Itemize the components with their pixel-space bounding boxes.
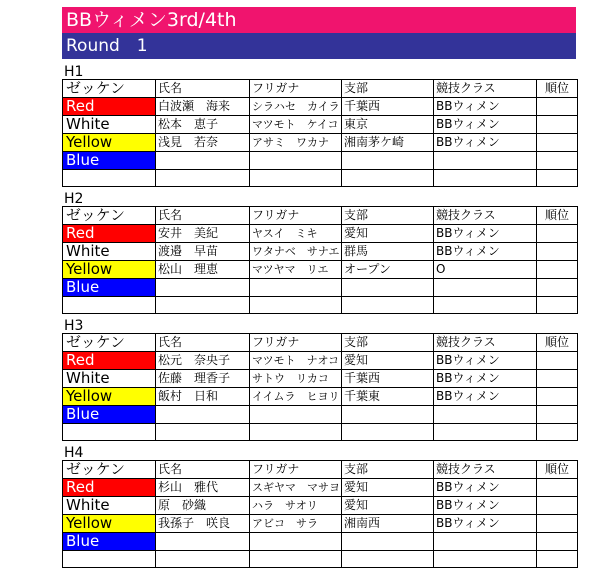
table-row bbox=[63, 479, 578, 497]
column-header-bib: ゼッケン bbox=[63, 207, 156, 225]
cell-rank[interactable] bbox=[537, 533, 578, 551]
table-row bbox=[63, 225, 578, 243]
column-header-rank: 順位 bbox=[537, 80, 578, 98]
table-row bbox=[63, 533, 578, 551]
column-header-rank: 順位 bbox=[537, 461, 578, 479]
cell-class: BBウィメン bbox=[434, 515, 537, 533]
column-header-rank: 順位 bbox=[537, 207, 578, 225]
cell-empty bbox=[434, 297, 537, 314]
cell-rank[interactable] bbox=[537, 116, 578, 134]
heat-label: H2 bbox=[64, 191, 84, 207]
cell-empty bbox=[537, 170, 578, 187]
cell-branch: 愛知 bbox=[342, 479, 434, 497]
column-header-kana: フリガナ bbox=[250, 80, 342, 98]
table-row bbox=[63, 261, 578, 279]
column-header-name: 氏名 bbox=[156, 461, 250, 479]
cell-name: 安井 美紀 bbox=[156, 225, 250, 243]
cell-name: 松元 奈央子 bbox=[156, 352, 250, 370]
column-header-kana: フリガナ bbox=[250, 461, 342, 479]
cell-empty bbox=[156, 170, 250, 187]
cell-bib: Red bbox=[63, 479, 156, 497]
heat-table bbox=[62, 333, 578, 441]
cell-bib: Red bbox=[63, 352, 156, 370]
cell-branch: 愛知 bbox=[342, 225, 434, 243]
cell-kana: サトウ リカコ bbox=[250, 370, 342, 388]
cell-kana: スギヤマ マサヨ bbox=[250, 479, 342, 497]
cell-rank[interactable] bbox=[537, 406, 578, 424]
cell-empty bbox=[537, 297, 578, 314]
cell-bib: Red bbox=[63, 98, 156, 116]
column-header-kana: フリガナ bbox=[250, 207, 342, 225]
cell-empty bbox=[63, 297, 156, 314]
cell-rank[interactable] bbox=[537, 225, 578, 243]
column-header-bib: ゼッケン bbox=[63, 334, 156, 352]
cell-class bbox=[434, 279, 537, 297]
cell-empty bbox=[156, 297, 250, 314]
cell-name: 渡邉 早苗 bbox=[156, 243, 250, 261]
cell-kana: アサミ ワカナ bbox=[250, 134, 342, 152]
cell-rank[interactable] bbox=[537, 134, 578, 152]
header-row bbox=[63, 334, 578, 352]
cell-empty bbox=[63, 551, 156, 568]
cell-rank[interactable] bbox=[537, 370, 578, 388]
column-header-class: 競技クラス bbox=[434, 80, 537, 98]
cell-bib: White bbox=[63, 370, 156, 388]
cell-name: 我孫子 咲良 bbox=[156, 515, 250, 533]
cell-class: BBウィメン bbox=[434, 243, 537, 261]
cell-branch bbox=[342, 152, 434, 170]
cell-class: BBウィメン bbox=[434, 497, 537, 515]
cell-bib: Blue bbox=[63, 279, 156, 297]
table-row bbox=[63, 116, 578, 134]
cell-empty bbox=[434, 424, 537, 441]
table-row-empty bbox=[63, 424, 578, 441]
column-header-class: 競技クラス bbox=[434, 207, 537, 225]
cell-empty bbox=[250, 424, 342, 441]
table-row bbox=[63, 497, 578, 515]
cell-branch: 千葉西 bbox=[342, 98, 434, 116]
cell-bib: Blue bbox=[63, 152, 156, 170]
cell-rank[interactable] bbox=[537, 388, 578, 406]
cell-kana: ハラ サオリ bbox=[250, 497, 342, 515]
header-row bbox=[63, 80, 578, 98]
column-header-branch: 支部 bbox=[342, 80, 434, 98]
cell-bib: Blue bbox=[63, 406, 156, 424]
cell-name: 松本 恵子 bbox=[156, 116, 250, 134]
cell-branch: 東京 bbox=[342, 116, 434, 134]
cell-class: BBウィメン bbox=[434, 134, 537, 152]
cell-bib: Yellow bbox=[63, 261, 156, 279]
cell-kana: マツヤマ リエ bbox=[250, 261, 342, 279]
cell-branch bbox=[342, 533, 434, 551]
table-row bbox=[63, 98, 578, 116]
cell-name: 杉山 雅代 bbox=[156, 479, 250, 497]
cell-kana bbox=[250, 533, 342, 551]
cell-empty bbox=[537, 551, 578, 568]
cell-bib: White bbox=[63, 497, 156, 515]
header-row bbox=[63, 461, 578, 479]
cell-class bbox=[434, 406, 537, 424]
cell-branch: 千葉東 bbox=[342, 388, 434, 406]
cell-bib: Red bbox=[63, 225, 156, 243]
column-header-name: 氏名 bbox=[156, 80, 250, 98]
column-header-bib: ゼッケン bbox=[63, 80, 156, 98]
heat-label: H1 bbox=[64, 64, 84, 80]
table-row-empty bbox=[63, 170, 578, 187]
cell-class: BBウィメン bbox=[434, 388, 537, 406]
cell-kana: イイムラ ヒヨリ bbox=[250, 388, 342, 406]
column-header-class: 競技クラス bbox=[434, 461, 537, 479]
cell-empty bbox=[63, 170, 156, 187]
round-title: Round 1 bbox=[62, 33, 576, 59]
column-header-branch: 支部 bbox=[342, 461, 434, 479]
cell-empty bbox=[434, 551, 537, 568]
heat-table bbox=[62, 206, 578, 314]
cell-rank[interactable] bbox=[537, 243, 578, 261]
event-title: BBウィメン3rd/4th bbox=[62, 7, 576, 33]
cell-bib: Yellow bbox=[63, 388, 156, 406]
cell-empty bbox=[342, 424, 434, 441]
heat-table bbox=[62, 79, 578, 187]
cell-empty bbox=[63, 424, 156, 441]
cell-empty bbox=[342, 170, 434, 187]
cell-class bbox=[434, 152, 537, 170]
cell-kana bbox=[250, 406, 342, 424]
cell-branch bbox=[342, 406, 434, 424]
cell-class: BBウィメン bbox=[434, 116, 537, 134]
cell-name: 浅見 若奈 bbox=[156, 134, 250, 152]
cell-kana: アビコ サラ bbox=[250, 515, 342, 533]
cell-bib: White bbox=[63, 243, 156, 261]
table-row bbox=[63, 134, 578, 152]
cell-class: BBウィメン bbox=[434, 98, 537, 116]
cell-kana: シラハセ カイラ bbox=[250, 98, 342, 116]
cell-class bbox=[434, 533, 537, 551]
table-row bbox=[63, 352, 578, 370]
cell-empty bbox=[250, 297, 342, 314]
cell-bib: White bbox=[63, 116, 156, 134]
cell-kana: マツモト ナオコ bbox=[250, 352, 342, 370]
table-row-empty bbox=[63, 551, 578, 568]
column-header-branch: 支部 bbox=[342, 334, 434, 352]
cell-branch: 愛知 bbox=[342, 352, 434, 370]
cell-class: BBウィメン bbox=[434, 479, 537, 497]
cell-kana bbox=[250, 279, 342, 297]
column-header-rank: 順位 bbox=[537, 334, 578, 352]
heat-table bbox=[62, 460, 578, 568]
cell-name: 白波瀬 海来 bbox=[156, 98, 250, 116]
cell-rank[interactable] bbox=[537, 497, 578, 515]
table-row bbox=[63, 370, 578, 388]
cell-empty bbox=[342, 551, 434, 568]
cell-rank[interactable] bbox=[537, 279, 578, 297]
cell-empty bbox=[156, 551, 250, 568]
cell-name bbox=[156, 406, 250, 424]
column-header-branch: 支部 bbox=[342, 207, 434, 225]
table-row bbox=[63, 243, 578, 261]
column-header-bib: ゼッケン bbox=[63, 461, 156, 479]
cell-empty bbox=[250, 551, 342, 568]
cell-rank[interactable] bbox=[537, 261, 578, 279]
cell-kana bbox=[250, 152, 342, 170]
column-header-name: 氏名 bbox=[156, 334, 250, 352]
cell-bib: Yellow bbox=[63, 515, 156, 533]
cell-rank[interactable] bbox=[537, 152, 578, 170]
cell-empty bbox=[156, 424, 250, 441]
heat-label: H4 bbox=[64, 445, 84, 461]
cell-name: 松山 理恵 bbox=[156, 261, 250, 279]
table-row bbox=[63, 279, 578, 297]
cell-branch: 湘南西 bbox=[342, 515, 434, 533]
cell-branch bbox=[342, 279, 434, 297]
column-header-kana: フリガナ bbox=[250, 334, 342, 352]
cell-bib: Blue bbox=[63, 533, 156, 551]
cell-name bbox=[156, 152, 250, 170]
cell-kana: ヤスイ ミキ bbox=[250, 225, 342, 243]
cell-branch: 千葉西 bbox=[342, 370, 434, 388]
cell-empty bbox=[250, 170, 342, 187]
cell-branch: 群馬 bbox=[342, 243, 434, 261]
cell-kana: マツモト ケイコ bbox=[250, 116, 342, 134]
cell-class: BBウィメン bbox=[434, 370, 537, 388]
cell-name: 飯村 日和 bbox=[156, 388, 250, 406]
cell-rank[interactable] bbox=[537, 98, 578, 116]
table-row-empty bbox=[63, 297, 578, 314]
cell-name bbox=[156, 533, 250, 551]
cell-branch: 湘南茅ケ崎 bbox=[342, 134, 434, 152]
cell-kana: ワタナベ サナエ bbox=[250, 243, 342, 261]
cell-empty bbox=[434, 170, 537, 187]
table-row bbox=[63, 515, 578, 533]
cell-rank[interactable] bbox=[537, 515, 578, 533]
cell-class: BBウィメン bbox=[434, 352, 537, 370]
cell-rank[interactable] bbox=[537, 352, 578, 370]
column-header-name: 氏名 bbox=[156, 207, 250, 225]
cell-name: 原 砂織 bbox=[156, 497, 250, 515]
table-row bbox=[63, 152, 578, 170]
cell-name bbox=[156, 279, 250, 297]
cell-branch: 愛知 bbox=[342, 497, 434, 515]
heat-label: H3 bbox=[64, 318, 84, 334]
table-row bbox=[63, 406, 578, 424]
cell-class: BBウィメン bbox=[434, 225, 537, 243]
column-header-class: 競技クラス bbox=[434, 334, 537, 352]
cell-empty bbox=[537, 424, 578, 441]
cell-class: O bbox=[434, 261, 537, 279]
header-row bbox=[63, 207, 578, 225]
cell-name: 佐藤 理香子 bbox=[156, 370, 250, 388]
cell-empty bbox=[342, 297, 434, 314]
cell-bib: Yellow bbox=[63, 134, 156, 152]
cell-branch: オープン bbox=[342, 261, 434, 279]
table-row bbox=[63, 388, 578, 406]
cell-rank[interactable] bbox=[537, 479, 578, 497]
